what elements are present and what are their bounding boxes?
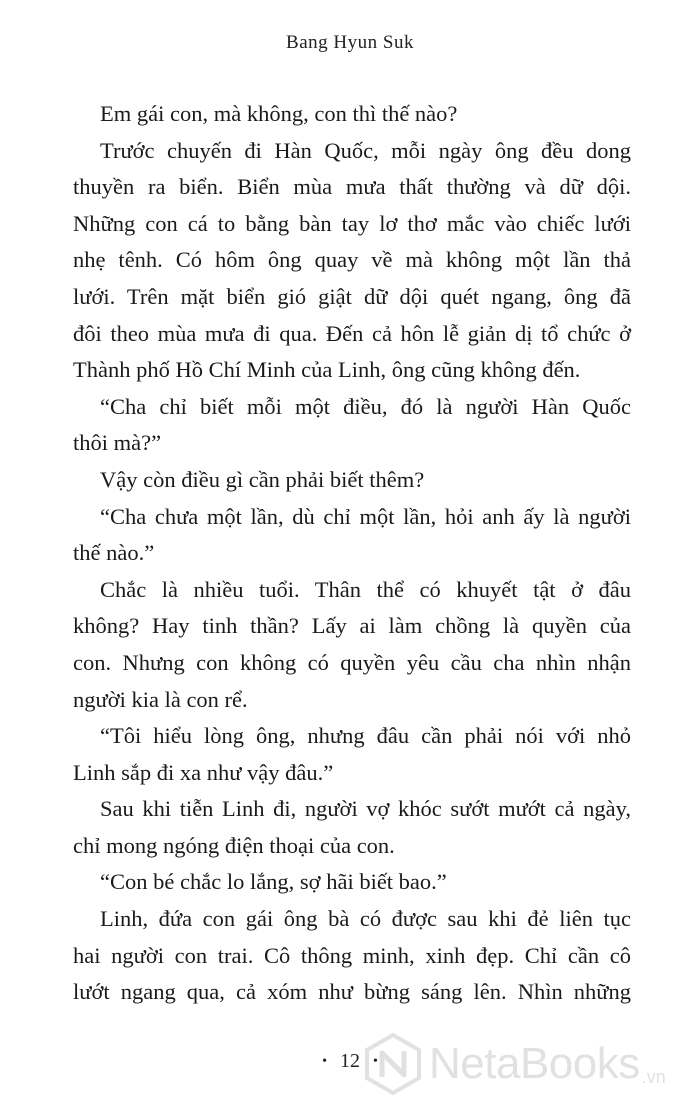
netabooks-logo-icon bbox=[365, 1033, 421, 1095]
page-number-dot-right: • bbox=[373, 1054, 378, 1070]
text-line: “Con bé chắc lo lắng, sợ hãi biết bao.” bbox=[100, 869, 447, 895]
text-line: Thành phố Hồ Chí Minh của Linh, ông cũng không đến. bbox=[73, 357, 581, 383]
running-head-title: Bang Hyun Suk bbox=[286, 32, 414, 53]
text-line: Trước chuyến đi Hàn Quốc, mỗi ngày ông đều dong bbox=[100, 137, 631, 163]
text-line: hai người con trai. Cô thông minh, xinh đẹp. Chỉ cần cô bbox=[73, 942, 631, 968]
watermark bbox=[365, 1024, 666, 1104]
text-line: thôi mà?” bbox=[73, 430, 162, 456]
text-line: người kia là con rể. bbox=[73, 686, 248, 712]
text-line: Em gái con, mà không, con thì thế nào? bbox=[100, 101, 458, 126]
text-line: nhẹ tênh. Có hôm ông quay về mà không một lần thả bbox=[73, 247, 631, 273]
text-line: Linh sắp đi xa như vậy đâu.” bbox=[73, 759, 334, 785]
watermark-suffix: .vn bbox=[641, 1067, 666, 1087]
text-line: thế nào.” bbox=[73, 540, 155, 566]
text-line: thuyền ra biển. Biển mùa mưa thất thường và dữ dội. bbox=[73, 174, 631, 200]
text-line: “Cha chưa một lần, dù chỉ một lần, hỏi anh ấy là người bbox=[100, 503, 631, 529]
text-line: “Cha chỉ biết mỗi một điều, đó là người Hàn Quốc bbox=[100, 393, 631, 419]
text-line: Linh, đứa con gái ông bà có được sau khi đẻ liên tục bbox=[100, 906, 631, 932]
text-line: không? Hay tinh thần? Lấy ai làm chồng là quyền của bbox=[73, 613, 631, 639]
watermark-brand: NetaBooks bbox=[429, 1039, 640, 1088]
page-number-dot-left: • bbox=[322, 1054, 327, 1070]
text-line: Vậy còn điều gì cần phải biết thêm? bbox=[100, 466, 425, 492]
body-text bbox=[73, 96, 631, 1011]
text-line: Sau khi tiễn Linh đi, người vợ khóc sướt mướt cả ngày, bbox=[100, 796, 631, 822]
text-line: đôi theo mùa mưa đi qua. Đến cả hôn lễ giản dị tổ chức ở bbox=[73, 320, 631, 346]
text-line: lướt ngang qua, cả xóm như bừng sáng lên. Nhìn những bbox=[73, 979, 631, 1005]
text-line: Những con cá to bằng bàn tay lơ thơ mắc vào chiếc lưới bbox=[73, 210, 631, 236]
page-number: 12 bbox=[340, 1050, 360, 1072]
text-line: chỉ mong ngóng điện thoại của con. bbox=[73, 832, 395, 858]
text-line: Chắc là nhiều tuổi. Thân thể có khuyết tật ở đâu bbox=[100, 576, 631, 602]
text-line: “Tôi hiểu lòng ông, nhưng đâu cần phải nói với nhỏ bbox=[100, 723, 631, 749]
text-line: lưới. Trên mặt biển gió giật dữ dội quét ngang, ông đã bbox=[73, 283, 631, 309]
text-line: con. Nhưng con không có quyền yêu cầu cha nhìn nhận bbox=[73, 649, 631, 675]
